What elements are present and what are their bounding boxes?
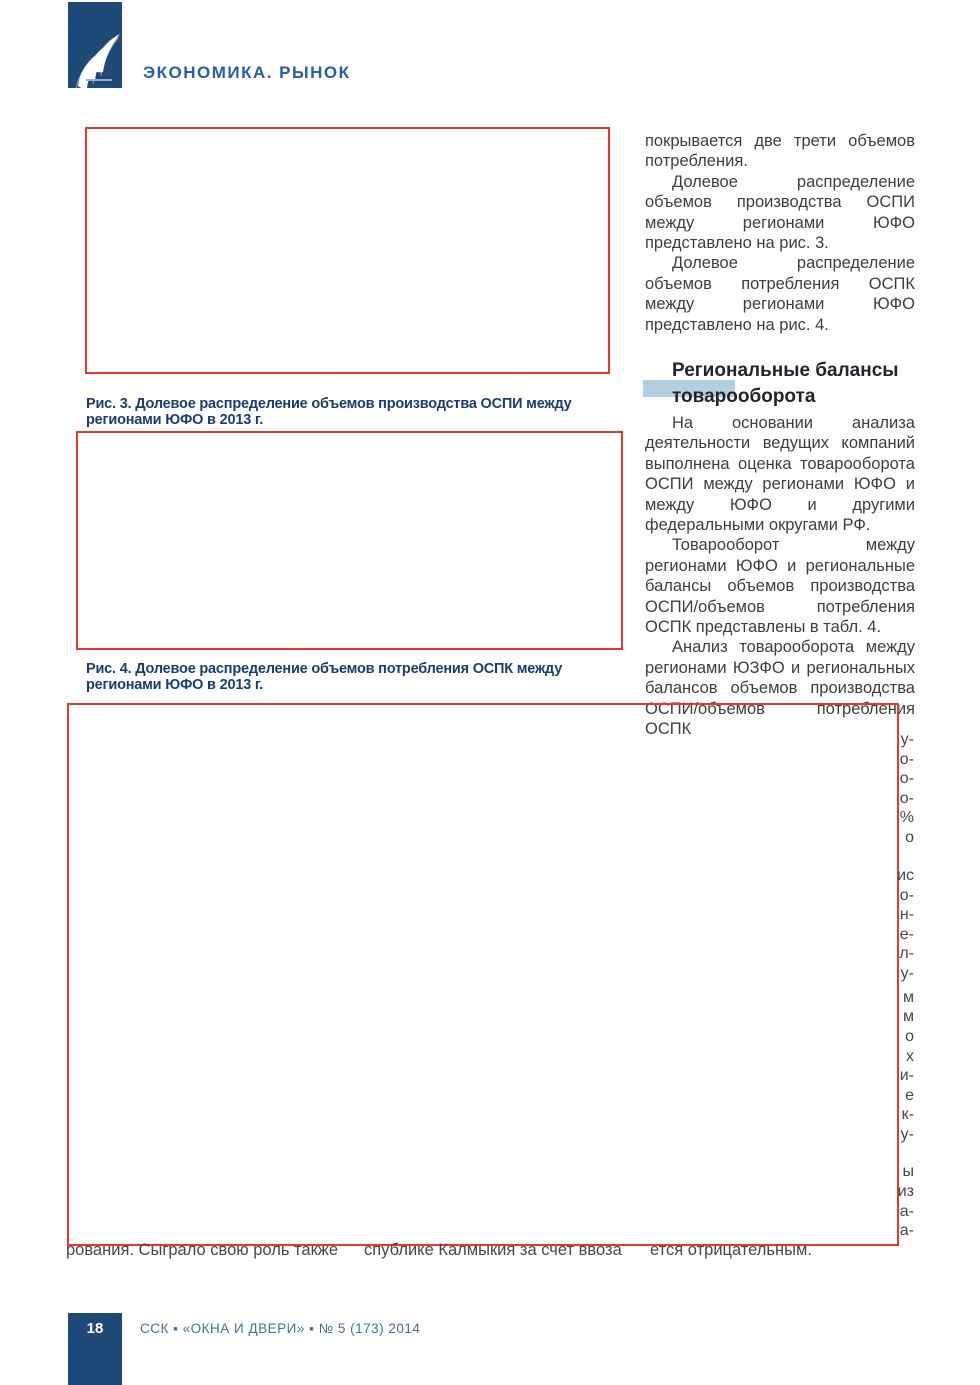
paragraph: покрывается две трети объемов потребления.: [645, 132, 915, 171]
paragraph: Долевое распределение объемов производства ОСПИ между регионами ЮФО представлено на рис. 3.: [645, 172, 915, 253]
bottom-text-col3: ется отрицательным.: [650, 1241, 812, 1259]
paragraph: Долевое распределение объемов потребления ОСПК между регионами ЮФО представлено на рис. 4.: [645, 254, 915, 334]
column-text-fragment: н-: [899, 906, 914, 923]
subsection-heading-line1: Региональные балансы: [672, 360, 899, 381]
footer-issue-text: ССК ▪ «ОКНА И ДВЕРИ» ▪ № 5 (173) 2014: [140, 1321, 421, 1336]
paragraph: Анализ товарооборота между регионами ЮЗФО и региональных балансов объемов производства ОСПИ/объемов потребления ОСПК: [645, 638, 915, 739]
column-text-fragment: %: [899, 809, 914, 826]
column-text-fragment: у-: [900, 965, 914, 982]
column-text-fragment: е: [905, 1087, 914, 1104]
column-text-fragment: х: [906, 1048, 914, 1065]
section-label: ЭКОНОМИКА. РЫНОК: [143, 63, 351, 82]
subsection-heading-line2: товарооборота: [672, 386, 816, 407]
page-number: 18: [86, 1320, 104, 1337]
bottom-text-col1: рования. Сыграло свою роль также: [66, 1241, 339, 1259]
column-text-fragment: и-: [899, 1067, 914, 1084]
figure3-caption: Рис. 3. Долевое распределение объемов производства ОСПИ между регионами ЮФО в 2013 г.: [86, 396, 572, 428]
column-text-fragment: а-: [899, 1203, 914, 1220]
column-text-fragment: у-: [900, 1126, 914, 1143]
column-text-fragment: о-: [899, 887, 914, 904]
column-text-fragment: о: [905, 1028, 914, 1045]
table4-image-placeholder: [67, 703, 899, 1246]
column-text-fragment: к-: [901, 1106, 914, 1123]
column-text-fragment: м: [903, 1008, 914, 1025]
column-text-fragment: ы: [902, 1163, 914, 1180]
column-text-fragment: у-: [900, 731, 914, 748]
column-text-fragment: м: [903, 989, 914, 1006]
column-text-fragment: о-: [899, 751, 914, 768]
page-number-block: [68, 1313, 122, 1385]
column-text-fragment: о: [905, 829, 914, 846]
column-text-fragment: о-: [899, 770, 914, 787]
column-text-fragments: [870, 0, 914, 1385]
figure3-image-placeholder: [85, 127, 610, 374]
figure4-image-placeholder: [76, 431, 623, 650]
column-text-fragment: а-: [899, 1222, 914, 1239]
paragraph: Товарооборот между регионами ЮФО и региональные балансы объемов производства ОСПИ/объемов потребления ОСПК представлены в табл. 4.: [645, 536, 915, 637]
publisher-logo: [68, 2, 122, 88]
column-text-fragment: о-: [899, 790, 914, 807]
figure4-caption: Рис. 4. Долевое распределение объемов потребления ОСПК между регионами ЮФО в 2013 г.: [86, 661, 563, 693]
bottom-text-col2: спублике Калмыкия за счет ввоза: [364, 1241, 622, 1259]
column-text-fragment: е-: [899, 926, 914, 943]
column-text-fragment: л-: [899, 945, 914, 962]
column-text-fragment: ис: [897, 867, 914, 884]
swoosh-feathers-icon: [68, 2, 122, 88]
column-text-fragment: из: [897, 1183, 914, 1200]
paragraph: На основании анализа деятельности ведущих компаний выполнена оценка товарооборота ОСПИ между регионами ЮФО и между ЮФО и другими федеральными округами РФ.: [645, 414, 915, 535]
